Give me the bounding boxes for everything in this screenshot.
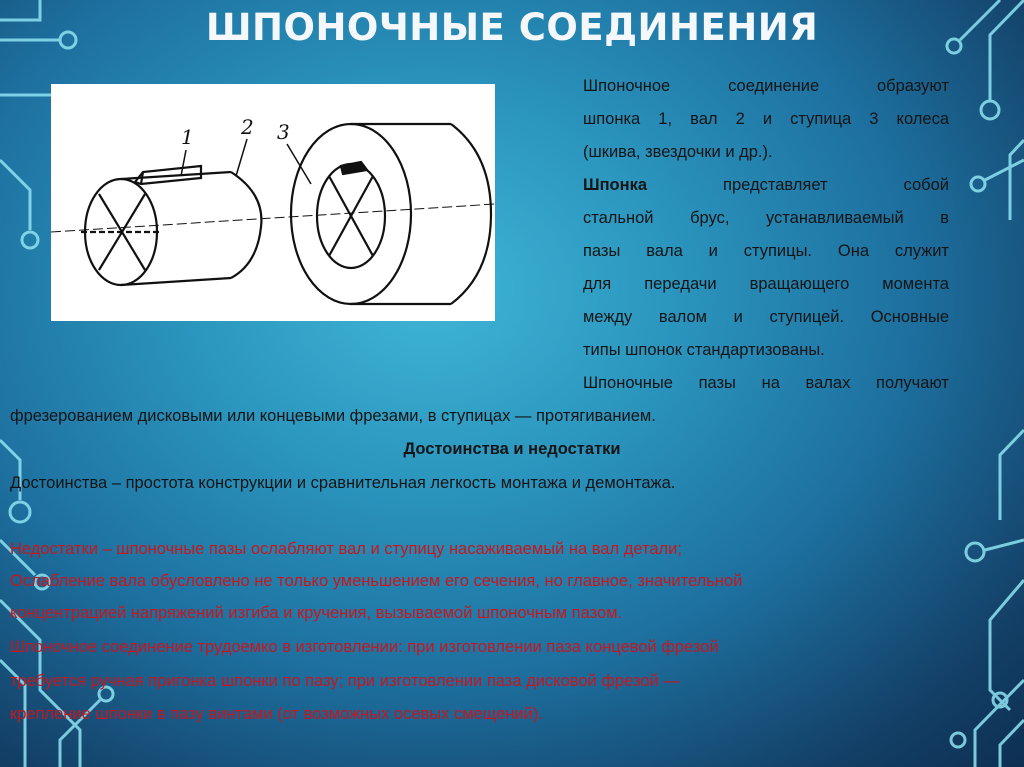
disadvantages-line-1: Недостатки – шпоночные пазы ослабляют вал и ступицу насаживаемый на вал детали; <box>10 540 682 558</box>
p2-line-5: между валом и ступицей. Основные <box>583 308 949 326</box>
disadvantages-line-2: Ослабление вала обусловлено не только уменьшением его сечения, но главное, значительной <box>10 572 743 590</box>
keyed-joint-drawing <box>51 84 495 321</box>
p1-line-3: (шкива, звездочки и др.). <box>583 143 773 161</box>
p1-line-1: Шпоночное соединение образуют <box>583 77 949 95</box>
disadvantages-line-6: крепление шпонки в пазу винтами (от возможных осевых смещений). <box>10 705 543 723</box>
paragraph-2 <box>583 169 949 367</box>
p2-line-1 <box>583 169 949 202</box>
disadvantages-line-4: Шпоночное соединение трудоемко в изготовлении: при изготовлении паза концевой фрезой <box>10 638 719 656</box>
p2-line-1-rest: представляет собой <box>647 176 949 194</box>
section-subheading: Достоинства и недостатки <box>403 440 621 458</box>
p2-line-6: типы шпонок стандартизованы. <box>583 341 825 359</box>
p2-line-4: для передачи вращающего момента <box>583 275 949 293</box>
paragraph-3-line-2: фрезерованием дисковыми или концевыми фрезами, в ступицах — протягиванием. <box>10 407 656 425</box>
advantages-text: Достоинства – простота конструкции и сравнительная легкость монтажа и демонтажа. <box>10 474 676 492</box>
p1-line-2: шпонка 1, вал 2 и ступица 3 колеса <box>583 110 949 128</box>
p2-line-3: пазы вала и ступицы. Она служит <box>583 242 949 260</box>
disadvantages-line-5: требуется ручная пригонка шпонки по пазу; при изготовлении паза дисковой фрезой — <box>10 672 680 690</box>
p2-bold-term: Шпонка <box>583 176 648 194</box>
label-shaft: 2 <box>241 115 254 139</box>
slide-title: ШПОНОЧНЫЕ СОЕДИНЕНИЯ <box>205 6 819 49</box>
label-key: 1 <box>181 125 194 149</box>
paragraph-1 <box>583 70 949 169</box>
label-hub: 3 <box>277 120 290 144</box>
p2-line-2: стальной брус, устанавливаемый в <box>583 209 949 227</box>
paragraph-3-line-1: Шпоночные пазы на валах получают <box>583 374 949 392</box>
disadvantages-line-3: концентрацией напряжений изгиба и кручения, вызываемой шпоночным пазом. <box>10 604 623 622</box>
